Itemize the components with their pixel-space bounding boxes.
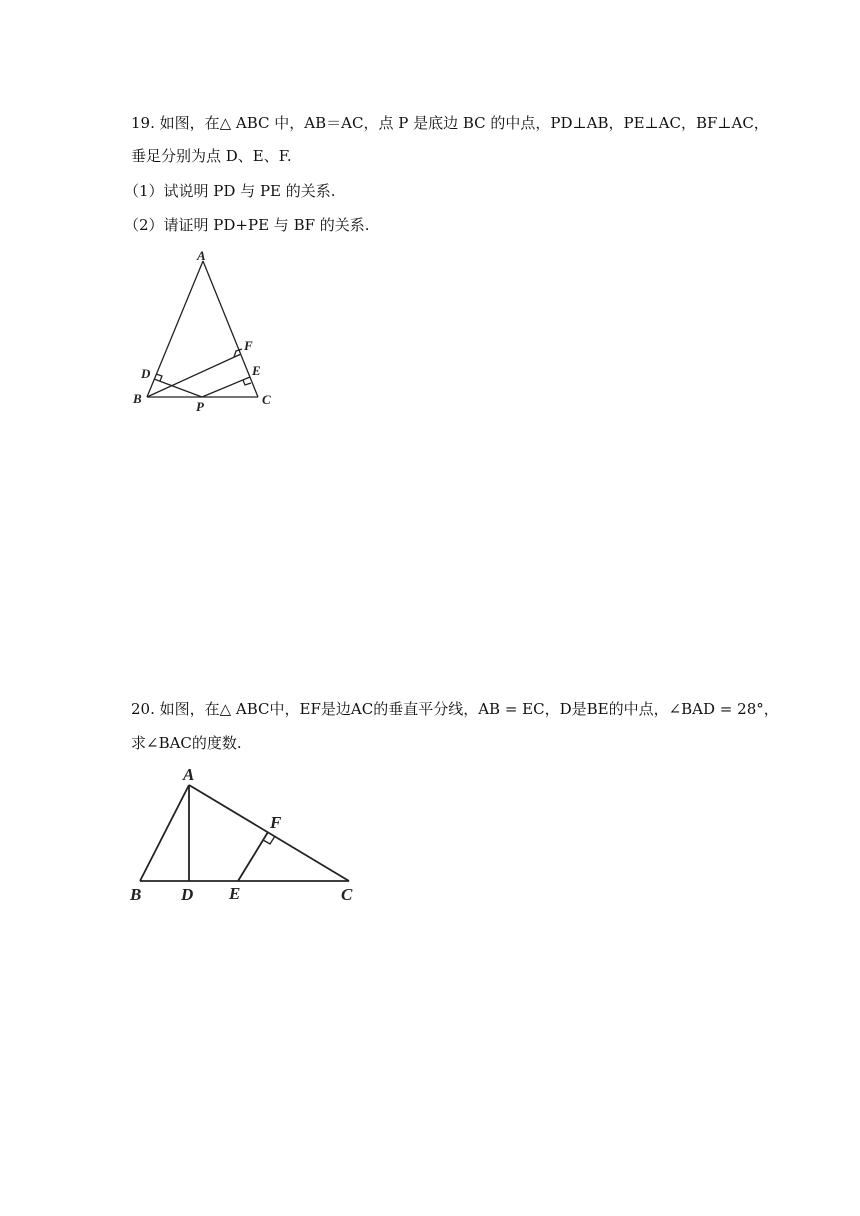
q20-seg-EF [238,832,268,881]
q19-seg-PE [202,377,250,397]
q20-figure [125,760,365,910]
q19-line1: 19. 如图，在△ ABC 中，AB＝AC，点 P 是底边 BC 的中点，PD⊥AB，PE⊥AC，BF⊥AC， [131,114,769,132]
q20-label-E: E [229,884,241,903]
q19-figure [125,245,285,420]
q19-line2: 垂足分别为点 D、E、F. [131,147,292,165]
q20-label-D: D [181,885,194,904]
q19-label-A: A [197,248,206,263]
q20-label-F: F [270,813,282,832]
q19-right-angle-E [243,380,251,385]
q20-line2: 求∠BAC的度数. [131,734,242,752]
q20-label-B: B [130,885,142,904]
q20-side-AC [189,785,349,881]
q19-label-D: D [141,366,151,381]
q20-line1: 20. 如图，在△ ABC中，EF是边AC的垂直平分线，AB = EC，D是BE的中点，∠BAD = 28°， [131,700,779,718]
q19-seg-PD [154,379,202,397]
q19-label-E: E [252,363,261,378]
q20-label-A: A [183,765,195,784]
q19-label-B: B [133,391,142,406]
q20-side-AB [140,785,189,881]
q19-label-F: F [244,338,253,353]
q19-side-AB [147,261,203,397]
q19-label-C: C [262,392,271,407]
q19-part1: （1）试说明 PD 与 PE 的关系. [124,182,336,200]
q19-label-P: P [196,399,204,414]
q20-label-C: C [341,885,353,904]
q19-part2: （2）请证明 PD+PE 与 BF 的关系. [124,216,370,234]
